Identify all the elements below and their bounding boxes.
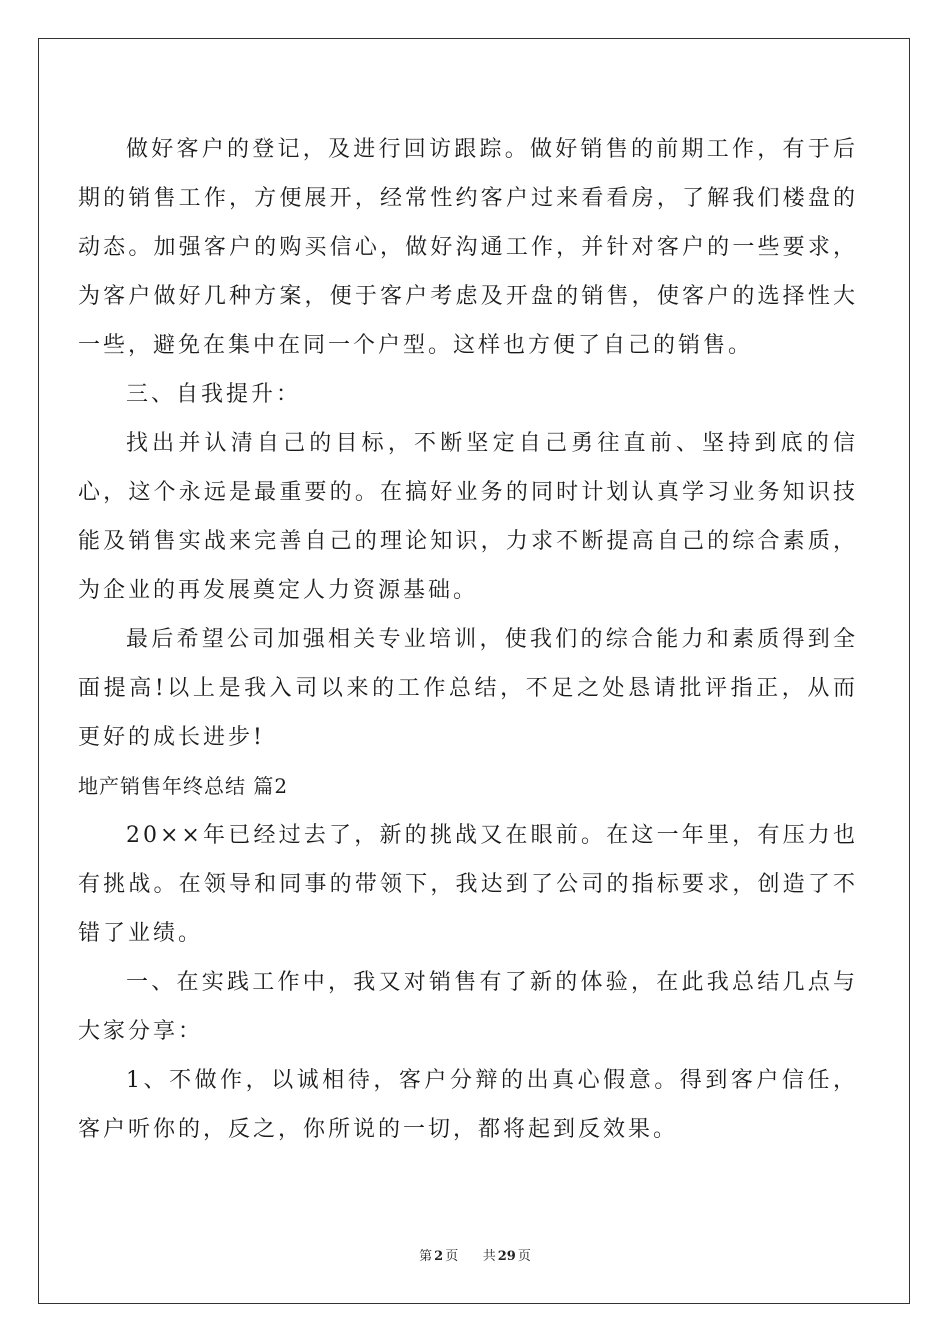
- total-pages: 29: [497, 1249, 516, 1264]
- page-suffix: 页: [445, 1249, 459, 1264]
- page-indicator: [417, 1249, 460, 1264]
- paragraph: 找出并认清自己的目标，不断坚定自己勇往直前、坚持到底的信心，这个永远是最重要的。在搞好业务的同时计划认真学习业务知识技能及销售实战来完善自己的理论知识，力求不断提高自己的综合素质，为企业的再发展奠定人力资源基础。: [78, 431, 858, 603]
- paragraph: 做好客户的登记，及进行回访跟踪。做好销售的前期工作，有于后期的销售工作，方便展开，经常性约客户过来看看房，了解我们楼盘的动态。加强客户的购买信心，做好沟通工作，并针对客户的一些要求，为客户做好几种方案，便于客户考虑及开盘的销售，使客户的选择性大一些，避免在集中在同一个户型。这样也方便了自己的销售。: [78, 137, 858, 358]
- document-body: [78, 125, 858, 1154]
- page-number: 2: [434, 1249, 444, 1264]
- page-footer: [0, 1245, 950, 1264]
- section-subheading: 三、自我提升：: [126, 382, 302, 407]
- paragraph: 最后希望公司加强相关专业培训，使我们的综合能力和素质得到全面提高!以上是我入司以来的工作总结，不足之处恳请批评指正，从而更好的成长进步!: [78, 627, 858, 750]
- section-heading: 地产销售年终总结 篇2: [78, 774, 289, 798]
- total-indicator: [481, 1249, 533, 1264]
- paragraph: 1、不做作，以诚相待，客户分辩的出真心假意。得到客户信任，客户听你的，反之，你所说的一切，都将起到反效果。: [78, 1068, 858, 1142]
- paragraph: 一、在实践工作中，我又对销售有了新的体验，在此我总结几点与大家分享：: [78, 970, 858, 1044]
- total-suffix: 页: [517, 1249, 531, 1264]
- total-prefix: 共: [482, 1249, 496, 1264]
- paragraph: 20××年已经过去了，新的挑战又在眼前。在这一年里，有压力也有挑战。在领导和同事的带领下，我达到了公司的指标要求，创造了不错了业绩。: [78, 823, 858, 946]
- page-prefix: 第: [419, 1249, 433, 1264]
